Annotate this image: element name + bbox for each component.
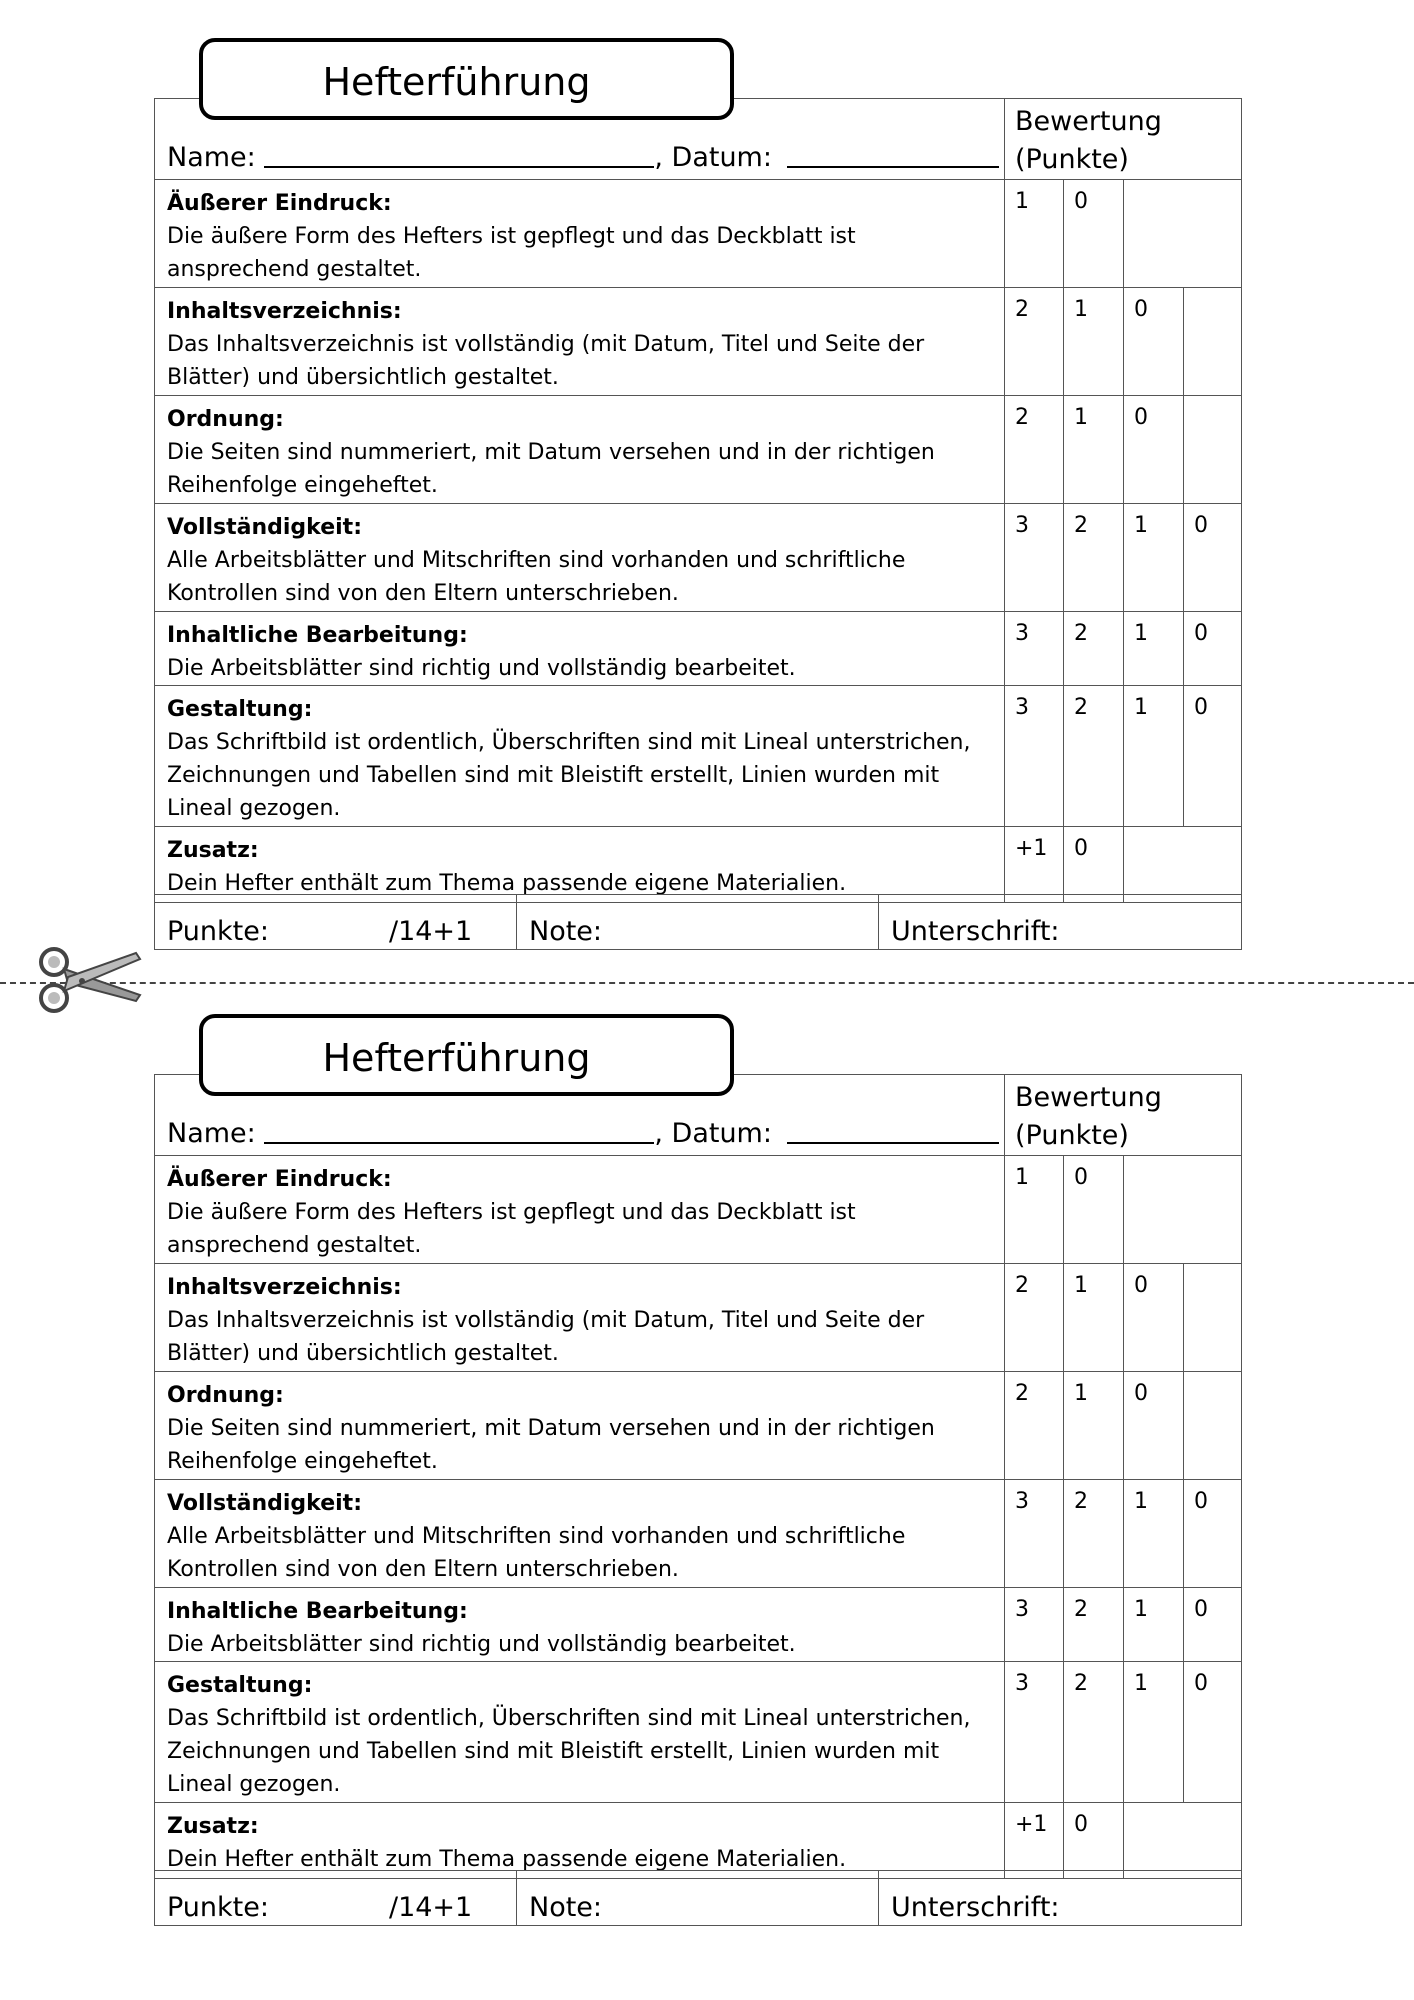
criterion-heading: Inhaltsverzeichnis: — [167, 1275, 402, 1300]
score-empty — [1124, 827, 1242, 903]
criterion-row — [155, 1156, 1242, 1264]
score-option[interactable]: 1 — [1134, 695, 1148, 720]
grade-cell[interactable] — [517, 895, 879, 950]
criterion-text: Das Schriftbild ist ordentlich, Überschriften sind mit Lineal unterstrichen, Zeichnungen und Tabellen sind mit Bleistift erstellt, Linien wurden mit Lineal gezogen. — [167, 1706, 971, 1797]
score-option[interactable]: 1 — [1074, 1273, 1088, 1298]
grade-cell[interactable] — [517, 1871, 879, 1926]
rating-card-2 — [0, 1014, 1414, 1954]
score-empty — [1184, 1372, 1242, 1480]
criterion-row — [155, 180, 1242, 288]
score-option[interactable]: 0 — [1194, 695, 1208, 720]
score-option[interactable]: 3 — [1015, 1597, 1029, 1622]
score-option[interactable]: 2 — [1015, 297, 1029, 322]
score-empty — [1184, 396, 1242, 504]
criterion-text: Das Inhaltsverzeichnis ist vollständig (mit Datum, Titel und Seite der Blätter) und übersichtlich gestaltet. — [167, 1308, 925, 1366]
score-option[interactable]: 1 — [1134, 621, 1148, 646]
score-option[interactable]: 2 — [1074, 513, 1088, 538]
criterion-row — [155, 288, 1242, 396]
rating-table — [154, 1074, 1242, 1879]
criterion-heading: Inhaltliche Bearbeitung: — [167, 1599, 468, 1624]
signature-cell[interactable] — [879, 895, 1242, 950]
score-option[interactable]: +1 — [1015, 1812, 1048, 1837]
name-field[interactable] — [264, 1118, 654, 1144]
score-option[interactable]: 1 — [1134, 1489, 1148, 1514]
score-option[interactable]: +1 — [1015, 836, 1048, 861]
date-field[interactable] — [787, 142, 999, 168]
score-option[interactable]: 0 — [1134, 1273, 1148, 1298]
signature-label: Unterschrift: — [891, 1892, 1060, 1923]
card-title: Hefterführung — [322, 60, 591, 104]
score-empty — [1184, 1264, 1242, 1372]
criterion-row — [155, 1803, 1242, 1879]
footer-table — [154, 1870, 1242, 1926]
criterion-heading: Gestaltung: — [167, 697, 313, 722]
score-option[interactable]: 3 — [1015, 513, 1029, 538]
rating-header: Bewertung (Punkte) — [1005, 99, 1242, 180]
criterion-row — [155, 504, 1242, 612]
criterion-text: Das Schriftbild ist ordentlich, Überschriften sind mit Lineal unterstrichen, Zeichnungen und Tabellen sind mit Bleistift erstellt, Linien wurden mit Lineal gezogen. — [167, 730, 971, 821]
score-option[interactable]: 0 — [1194, 1671, 1208, 1696]
footer-table — [154, 894, 1242, 950]
criterion-heading: Inhaltliche Bearbeitung: — [167, 623, 468, 648]
criterion-heading: Äußerer Eindruck: — [167, 191, 392, 216]
score-empty — [1124, 1156, 1242, 1264]
criterion-row — [155, 686, 1242, 827]
card-title-box — [199, 1014, 734, 1096]
scissors-icon — [36, 945, 146, 1015]
score-option[interactable]: 1 — [1074, 297, 1088, 322]
score-option[interactable]: 1 — [1134, 1671, 1148, 1696]
criterion-heading: Äußerer Eindruck: — [167, 1167, 392, 1192]
criterion-row — [155, 1372, 1242, 1480]
criterion-row — [155, 1588, 1242, 1662]
date-field[interactable] — [787, 1118, 999, 1144]
card-title-box — [199, 38, 734, 120]
criterion-heading: Zusatz: — [167, 838, 259, 863]
criterion-text: Die Seiten sind nummeriert, mit Datum versehen und in der richtigen Reihenfolge eingeheftet. — [167, 440, 935, 498]
criterion-text: Die äußere Form des Hefters ist gepflegt und das Deckblatt ist ansprechend gestaltet. — [167, 1200, 856, 1258]
score-option[interactable]: 0 — [1134, 405, 1148, 430]
score-option[interactable]: 1 — [1015, 1165, 1029, 1190]
points-cell — [155, 1871, 517, 1926]
score-empty — [1124, 1803, 1242, 1879]
cut-line — [0, 982, 1414, 984]
score-option[interactable]: 0 — [1074, 836, 1088, 861]
score-option[interactable]: 0 — [1134, 1381, 1148, 1406]
score-option[interactable]: 0 — [1194, 1597, 1208, 1622]
criterion-text: Dein Hefter enthält zum Thema passende eigene Materialien. — [167, 871, 847, 896]
score-option[interactable]: 1 — [1134, 1597, 1148, 1622]
criterion-text: Die Seiten sind nummeriert, mit Datum versehen und in der richtigen Reihenfolge eingeheftet. — [167, 1416, 935, 1474]
score-option[interactable]: 0 — [1134, 297, 1148, 322]
score-option[interactable]: 2 — [1074, 1597, 1088, 1622]
date-label: , Datum: — [654, 1118, 772, 1149]
score-option[interactable]: 1 — [1015, 189, 1029, 214]
score-option[interactable]: 2 — [1074, 1671, 1088, 1696]
score-option[interactable]: 2 — [1015, 1273, 1029, 1298]
criterion-row — [155, 827, 1242, 903]
criterion-row — [155, 1480, 1242, 1588]
score-option[interactable]: 0 — [1194, 513, 1208, 538]
criterion-text: Alle Arbeitsblätter und Mitschriften sind vorhanden und schriftliche Kontrollen sind von den Eltern unterschrieben. — [167, 1524, 906, 1582]
criterion-text: Die Arbeitsblätter sind richtig und vollständig bearbeitet. — [167, 656, 796, 681]
score-option[interactable]: 1 — [1074, 405, 1088, 430]
criterion-heading: Vollständigkeit: — [167, 515, 362, 540]
score-option[interactable]: 2 — [1015, 1381, 1029, 1406]
criterion-text: Die äußere Form des Hefters ist gepflegt und das Deckblatt ist ansprechend gestaltet. — [167, 224, 856, 282]
score-option[interactable]: 0 — [1194, 621, 1208, 646]
criterion-row — [155, 612, 1242, 686]
criterion-heading: Ordnung: — [167, 407, 284, 432]
score-option[interactable]: 3 — [1015, 621, 1029, 646]
rating-header: Bewertung (Punkte) — [1005, 1075, 1242, 1156]
score-option[interactable]: 0 — [1194, 1489, 1208, 1514]
grade-label: Note: — [529, 916, 603, 947]
score-empty — [1184, 288, 1242, 396]
criterion-heading: Inhaltsverzeichnis: — [167, 299, 402, 324]
name-label: Name: — [167, 1118, 256, 1149]
score-empty — [1124, 180, 1242, 288]
signature-cell[interactable] — [879, 1871, 1242, 1926]
points-total: /14+1 — [388, 916, 473, 947]
score-option[interactable]: 2 — [1074, 1489, 1088, 1514]
score-option[interactable]: 1 — [1134, 513, 1148, 538]
score-option[interactable]: 2 — [1015, 405, 1029, 430]
rating-table — [154, 98, 1242, 903]
signature-label: Unterschrift: — [891, 916, 1060, 947]
score-option[interactable]: 0 — [1074, 1165, 1088, 1190]
criterion-heading: Ordnung: — [167, 1383, 284, 1408]
score-option[interactable]: 1 — [1074, 1381, 1088, 1406]
points-total: /14+1 — [388, 1892, 473, 1923]
score-option[interactable]: 3 — [1015, 1671, 1029, 1696]
score-option[interactable]: 3 — [1015, 695, 1029, 720]
criterion-row — [155, 1264, 1242, 1372]
grade-label: Note: — [529, 1892, 603, 1923]
criterion-text: Die Arbeitsblätter sind richtig und vollständig bearbeitet. — [167, 1632, 796, 1657]
criterion-text: Das Inhaltsverzeichnis ist vollständig (mit Datum, Titel und Seite der Blätter) und übersichtlich gestaltet. — [167, 332, 925, 390]
criterion-text: Alle Arbeitsblätter und Mitschriften sind vorhanden und schriftliche Kontrollen sind von den Eltern unterschrieben. — [167, 548, 906, 606]
criterion-row — [155, 1662, 1242, 1803]
name-label: Name: — [167, 142, 256, 173]
score-option[interactable]: 3 — [1015, 1489, 1029, 1514]
criterion-heading: Gestaltung: — [167, 1673, 313, 1698]
criterion-row — [155, 396, 1242, 504]
score-option[interactable]: 2 — [1074, 621, 1088, 646]
criterion-heading: Zusatz: — [167, 1814, 259, 1839]
score-option[interactable]: 0 — [1074, 1812, 1088, 1837]
card-title: Hefterführung — [322, 1036, 591, 1080]
rating-card-1 — [0, 38, 1414, 978]
points-cell — [155, 895, 517, 950]
score-option[interactable]: 2 — [1074, 695, 1088, 720]
score-option[interactable]: 0 — [1074, 189, 1088, 214]
date-label: , Datum: — [654, 142, 772, 173]
criterion-text: Dein Hefter enthält zum Thema passende eigene Materialien. — [167, 1847, 847, 1872]
name-field[interactable] — [264, 142, 654, 168]
criterion-heading: Vollständigkeit: — [167, 1491, 362, 1516]
points-label: Punkte: — [167, 1892, 269, 1923]
points-label: Punkte: — [167, 916, 269, 947]
